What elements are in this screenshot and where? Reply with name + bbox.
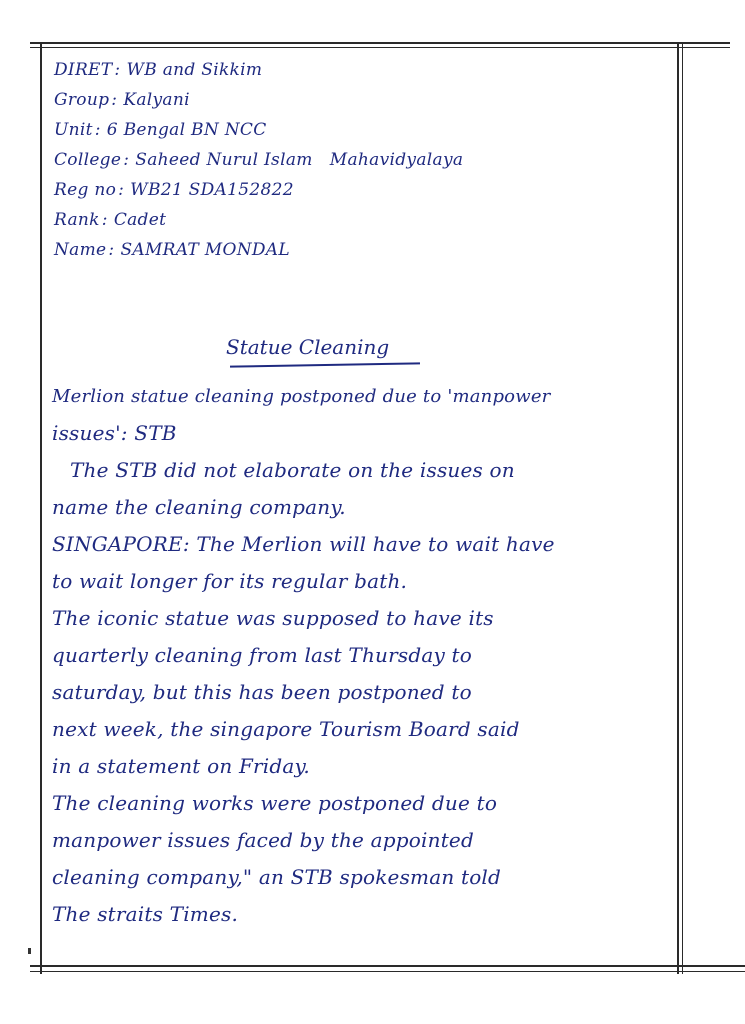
detail-college: College : Saheed Nurul Islam Mahavidyalaya [54,150,464,170]
body-line: to wait longer for its regular bath. [52,569,408,593]
right-margin-line-inner [682,42,683,974]
body-line: Merlion statue cleaning postponed due to 'manpower [52,386,551,407]
detail-value: WB and Sikkim [126,60,263,80]
margin-mark [28,948,31,954]
top-border-line-inner [30,47,730,48]
detail-value: Kalyani [123,90,190,110]
detail-label: College [54,150,122,170]
body-line: cleaning company," an STB spokesman told [52,865,502,889]
detail-value: Saheed Nurul Islam Mahavidyalaya [135,150,464,170]
detail-label: DIRET [54,60,113,80]
body-line: name the cleaning company. [52,495,346,519]
top-border-line [30,42,730,44]
left-margin-line [40,42,42,974]
detail-reg-no: Reg no : WB21 SDA152822 [54,180,294,200]
body-line: next week, the singapore Tourism Board said [52,717,520,741]
body-line: in a statement on Friday. [52,754,310,778]
detail-value: 6 Bengal BN NCC [106,120,267,140]
body-line: issues': STB [52,421,177,445]
body-line: The STB did not elaborate on the issues on [70,458,515,482]
detail-value: Cadet [113,210,167,230]
detail-label: Group [54,90,110,110]
detail-label: Rank [54,210,100,230]
title-underline [230,362,420,367]
detail-label: Reg no [54,180,117,200]
detail-value: WB21 SDA152822 [130,180,294,200]
bottom-border-line [30,965,745,967]
body-line: The straits Times. [52,902,239,926]
detail-unit: Unit : 6 Bengal BN NCC [54,120,267,140]
body-line: The cleaning works were postponed due to [52,791,498,815]
detail-value: SAMRAT MONDAL [120,240,290,260]
bottom-border-line-inner [30,971,745,972]
body-line: The iconic statue was supposed to have its [52,606,494,630]
body-line: quarterly cleaning from last Thursday to [52,643,473,667]
body-line: manpower issues faced by the appointed [52,828,474,852]
page-title: Statue Cleaning [226,335,390,359]
cadet-details [54,55,654,265]
body-line: SINGAPORE: The Merlion will have to wait have [52,532,555,556]
detail-label: Name [54,240,107,260]
article-body [52,378,682,933]
body-line: saturday, but this has been postponed to [52,680,472,704]
detail-rank: Rank : Cadet [54,210,167,230]
detail-label: Unit [54,120,93,140]
detail-group: Group : Kalyani [54,90,190,110]
detail-directorate: DIRET : WB and Sikkim [54,60,263,80]
detail-name: Name : SAMRAT MONDAL [54,240,290,260]
